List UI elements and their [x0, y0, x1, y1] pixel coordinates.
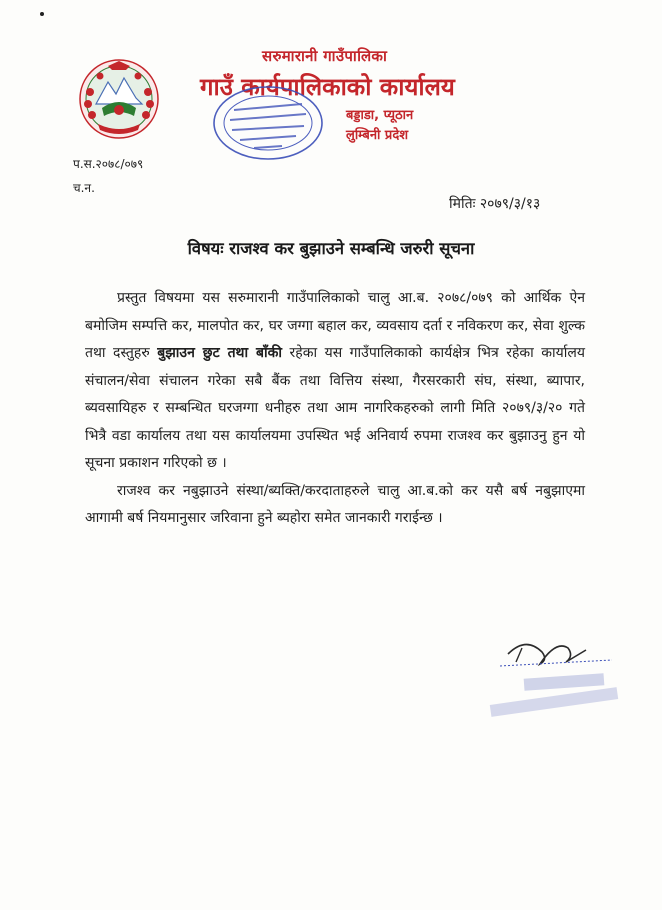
para1-text-end: रहेका यस गाउँपालिकाको कार्यक्षेत्र भित्र रहेका कार्यालय संचालन/सेवा संचालन गरेका सबै बैंक तथा वित्तिय संस्था, गैरसरकारी संघ, संस्था, ब्यापार, ब्यवसायिहरु र सम्बन्धित घरजग्गा धनीहरु तथा आम नागरिकहरुको लागी मिति २०७९/३/२० गते भित्रै वडा कार्यालय तथा यस कार्यालयमा उपस्थित भई अनिवार्य रुपमा राजश्व कर बुझाउनु हुन यो सूचना प्रकाशन गरिएको छ । — [85, 345, 585, 471]
government-emblem-icon — [78, 58, 160, 140]
letter-date: मितिः २०७९/३/१३ — [449, 196, 541, 212]
body-paragraph-1 — [85, 285, 585, 478]
org-name: सरुमारानी गाउँपालिका — [262, 47, 388, 65]
para1-bold-text: बुझाउन छुट तथा बाँकी — [157, 345, 283, 361]
address-line-1: बड्डाडा, प्यूठान — [346, 108, 414, 123]
scan-dot — [40, 12, 44, 16]
address-line-2: लुम्बिनी प्रदेश — [346, 128, 409, 143]
office-title: गाउँ कार्यपालिकाको कार्यालय — [200, 73, 455, 101]
body-paragraph-2: राजश्व कर नबुझाउने संस्था/ब्यक्ति/करदाताहरुले चालु आ.ब.को कर यसै बर्ष नबुझाएमा आगामी बर्ष नियमानुसार जरिवाना हुने ब्यहोरा समेत जानकारी गराईन्छ । — [85, 482, 585, 526]
letter-number: प.स.२०७८/०७९ — [73, 157, 144, 171]
letter-subject: विषयः राजश्व कर बुझाउने सम्बन्धि जरुरी सूचना — [187, 239, 475, 258]
para1-text-start: प्रस्तुत विषयमा यस सरुमारानी गाउँपालिकाको चालु आ.ब. २०७८/०७९ को आर्थिक ऐन बमोजिम सम्पत्ति कर, मालपोत कर, घर जग्गा बहाल कर, व्यवसाय दर्ता र नविकरण कर, सेवा शुल्क तथा दस्तुहरु — [85, 290, 585, 361]
dispatch-number: च.न. — [73, 181, 95, 195]
office-seal-stamp-icon — [210, 84, 328, 162]
reference-block — [73, 152, 143, 200]
office-address — [346, 106, 413, 146]
letter-body — [85, 285, 585, 533]
signature-stamp-icon — [486, 626, 626, 726]
